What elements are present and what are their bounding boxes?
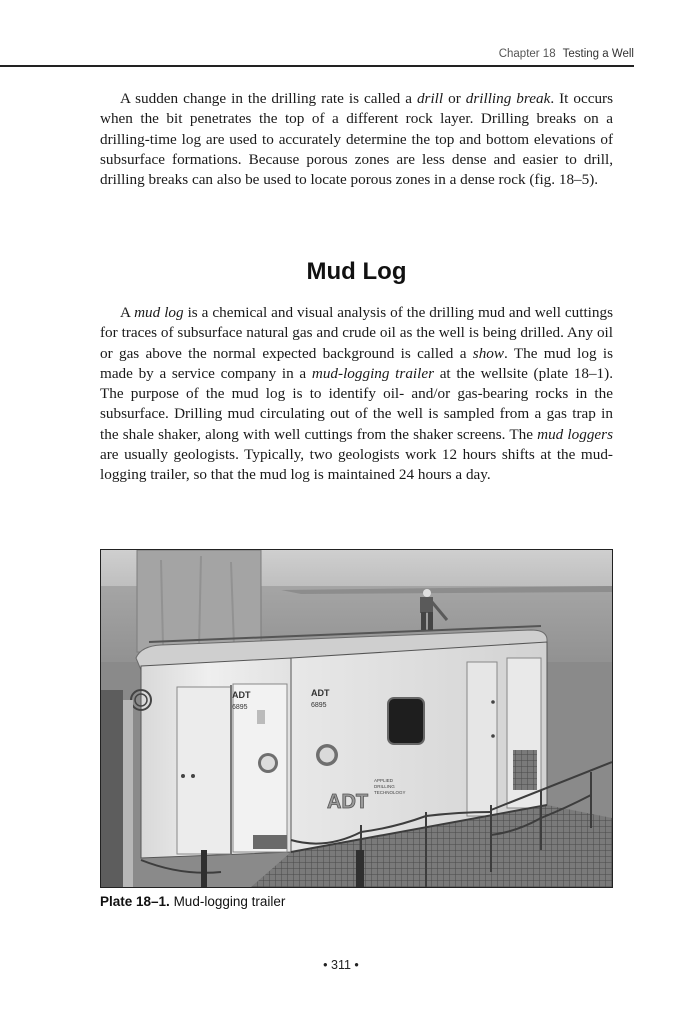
sign-unit-front: 6895: [232, 704, 248, 711]
chapter-title: Testing a Well: [562, 48, 634, 60]
paragraph-mud-log: A mud log is a chemical and visual analysis of the drilling mud and well cuttings for traces of subsurface natural gas and crude oil as the well is being drilled. Any oil or gas above the normal expected background is called a show. The mud log is made by a service company in a mud-logging trailer at the wellsite (plate 18–1). The purpose of the mud log is to identify oil- and/or gas-bearing rocks in the subsurface. Drilling mud circulating out of the well is sampled from a gas trap in the shale shaker, along with well cuttings from the shaker screens. The mud loggers are usually geologists. Typically, two geologists work 12 hours shifts at the mud-logging trailer, so that the mud log is maintained 24 hours a day.: [100, 304, 613, 484]
page-number: • 311 •: [323, 958, 359, 972]
sign-tagline-1: APPLIED: [374, 778, 394, 783]
trailer-window: [388, 698, 424, 744]
header-rule: [0, 65, 634, 67]
sign-logo: ADT: [327, 791, 369, 813]
sign-company-front: ADT: [232, 690, 251, 700]
paragraph-drilling-break: A sudden change in the drilling rate is called a drill or drilling break. It occurs when the bit penetrates the top of a different rock layer. Drilling breaks on a drilling-time log are used to accurately determine the top and bottom elevations of subsurface formations. Because porous zones are less dense and easier to drill, drilling breaks can also be used to locate porous zones in a dense rock (fig. 18–5).: [100, 90, 614, 189]
chapter-number: Chapter 18: [498, 48, 556, 60]
sign-unit-side: 6895: [311, 702, 327, 709]
running-head: [0, 0, 682, 66]
caption-label: Plate 18–1.: [100, 894, 170, 909]
chapter-heading: [499, 48, 634, 60]
sign-tagline-2: DRILLING: [374, 784, 395, 789]
caption-text: Mud-logging trailer: [169, 894, 286, 909]
section-title: Mud Log: [306, 258, 407, 285]
sign-company-side: ADT: [311, 688, 330, 698]
figure-caption: [100, 894, 285, 909]
sign-tagline-3: TECHNOLOGY: [374, 790, 406, 795]
mud-logging-trailer-photo: [100, 549, 613, 888]
